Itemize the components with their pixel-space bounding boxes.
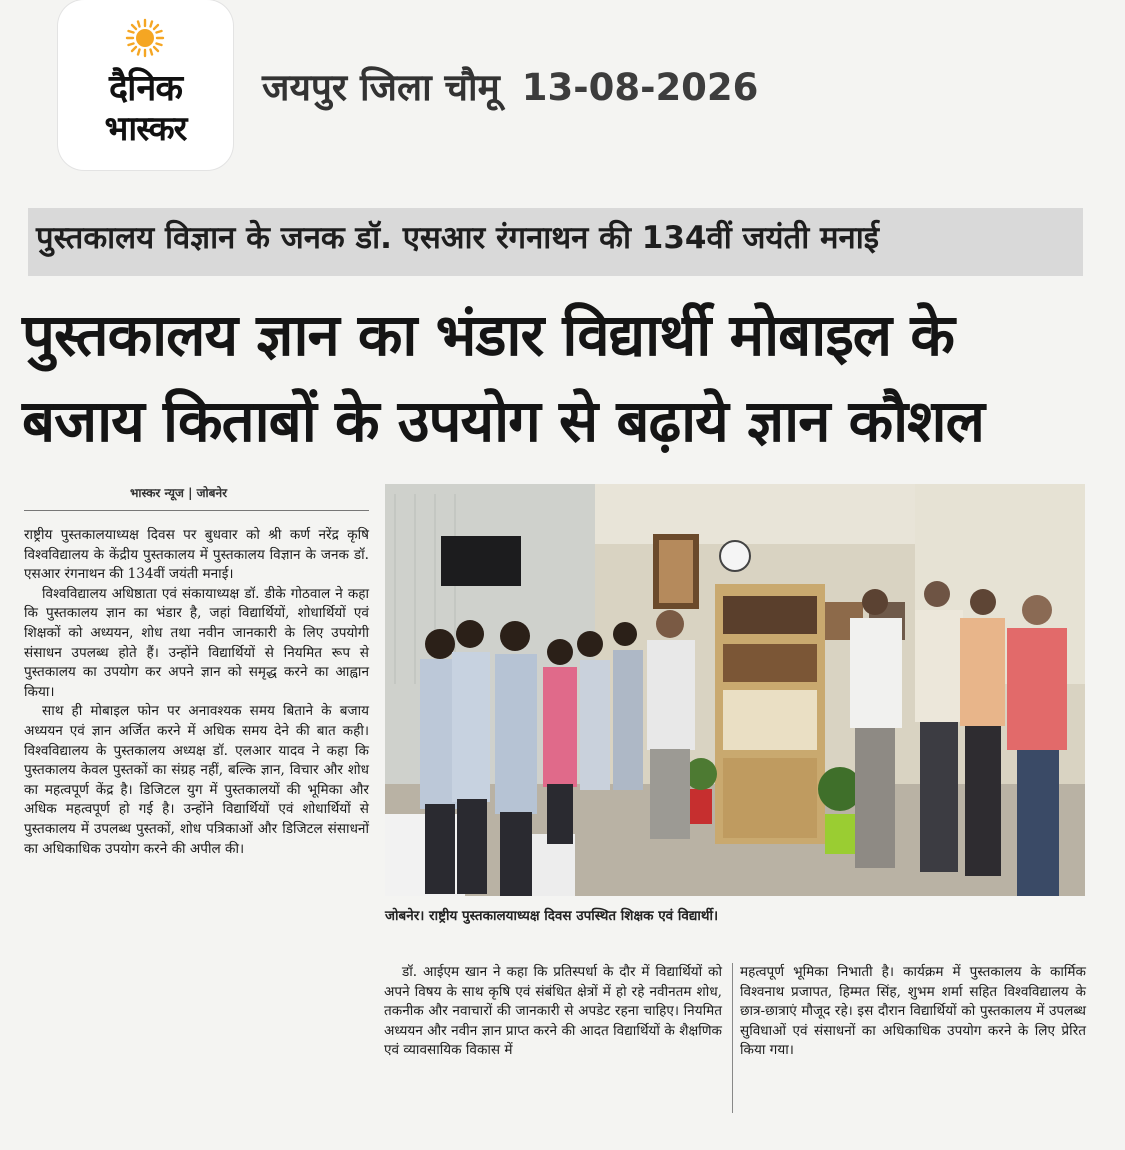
sun-icon xyxy=(125,18,165,58)
photo-caption: जोबनेर। राष्ट्रीय पुस्तकालयाध्यक्ष दिवस उपस्थित शिक्षक एवं विद्यार्थी। xyxy=(385,908,719,924)
paragraph: डॉ. आईएम खान ने कहा कि प्रतिस्पर्धा के दौर में विद्यार्थियों को अपने विषय के साथ कृषि एवं संबंधित क्षेत्रों में हो रहे नवीनतम शोध, तकनीक और नवाचारों की जानकारी से अपडेट रहना चाहिए। नियमित अध्ययन और नवीन ज्ञान प्राप्त करने की आदत विद्यार्थियों के शैक्षणिक एवं व्यावसायिक विकास में xyxy=(384,964,722,1059)
byline-rule xyxy=(24,510,369,511)
paragraph: राष्ट्रीय पुस्तकालयाध्यक्ष दिवस पर बुधवार को श्री कर्ण नरेंद्र कृषि विश्वविद्यालय के केंद्रीय पुस्तकालय में पुस्तकालय विज्ञान के जनक डॉ. एसआर रंगनाथन की 134वीं जयंती मनाई। xyxy=(24,527,369,583)
kicker-strip xyxy=(28,208,1083,276)
article-column-middle xyxy=(384,963,722,1061)
edition-header xyxy=(262,60,758,116)
headline xyxy=(22,292,1107,464)
paragraph: साथ ही मोबाइल फोन पर अनावश्यक समय बिताने के बजाय अध्ययन एवं ज्ञान अर्जित करने में अधिक समय देने की बात कही। विश्वविद्यालय के पुस्तकालय अध्यक्ष डॉ. एलआर यादव ने कहा कि पुस्तकालय केवल पुस्तकों का संग्रह नहीं, बल्कि ज्ञान, विचार और शोध का महत्वपूर्ण केंद्र है। डिजिटल युग में पुस्तकालयों की भूमिका और अधिक महत्वपूर्ण हो गई है। उन्होंने विद्यार्थियों एवं शोधार्थियों से पुस्तकालय में उपलब्ध पुस्तकों, शोध पत्रिकाओं और डिजिटल संसाधनों का अधिकाधिक उपयोग करने की अपील की। xyxy=(24,703,369,857)
logo-text-dainik: दैनिक xyxy=(108,68,183,109)
edition-name: जयपुर जिला चौमू xyxy=(262,66,500,109)
dainik-bhaskar-logo xyxy=(58,0,233,170)
byline: भास्कर न्यूज | जोबनेर xyxy=(130,486,228,500)
paragraph: विश्वविद्यालय अधिष्ठाता एवं संकायाध्यक्ष डॉ. डीके गोठवाल ने कहा कि पुस्तकालय ज्ञान का भंडार है, जहां विद्यार्थियों, शोधार्थियों एवं शिक्षकों को अध्ययन, शोध तथा नवीन जानकारी के लिए उपयोगी संसाधन उपलब्ध होते हैं। उन्होंने विद्यार्थियों से नियमित रूप से पुस्तकालय का उपयोग कर अपने ज्ञान को समृद्ध करने का आह्वान किया। xyxy=(24,585,369,700)
edition-date: 13-08-2026 xyxy=(521,66,759,109)
article-column-left xyxy=(24,526,369,859)
column-divider xyxy=(732,963,733,1113)
group-photo xyxy=(385,484,1085,896)
article-column-right xyxy=(740,963,1086,1061)
logo-text-bhaskar: भास्कर xyxy=(104,109,187,149)
photo-illustration xyxy=(385,484,1085,896)
headline-line-1: पुस्तकालय ज्ञान का भंडार विद्यार्थी मोबाइल के xyxy=(22,301,954,369)
headline-line-2: बजाय किताबों के उपयोग से बढ़ाये ज्ञान कौशल xyxy=(22,387,984,455)
paragraph: महत्वपूर्ण भूमिका निभाती है। कार्यक्रम में पुस्तकालय के कार्मिक विश्वनाथ प्रजापत, हिम्मत सिंह, शुभम शर्मा सहित विश्वविद्यालय के छात्र-छात्राएं मौजूद रहे। इस दौरान विद्यार्थियों को पुस्तकालय में उपलब्ध सुविधाओं एवं संसाधनों का अधिकाधिक उपयोग करने के लिए प्रेरित किया गया। xyxy=(740,964,1086,1059)
kicker-text: पुस्तकालय विज्ञान के जनक डॉ. एसआर रंगनाथन की 134वीं जयंती मनाई xyxy=(36,220,880,256)
